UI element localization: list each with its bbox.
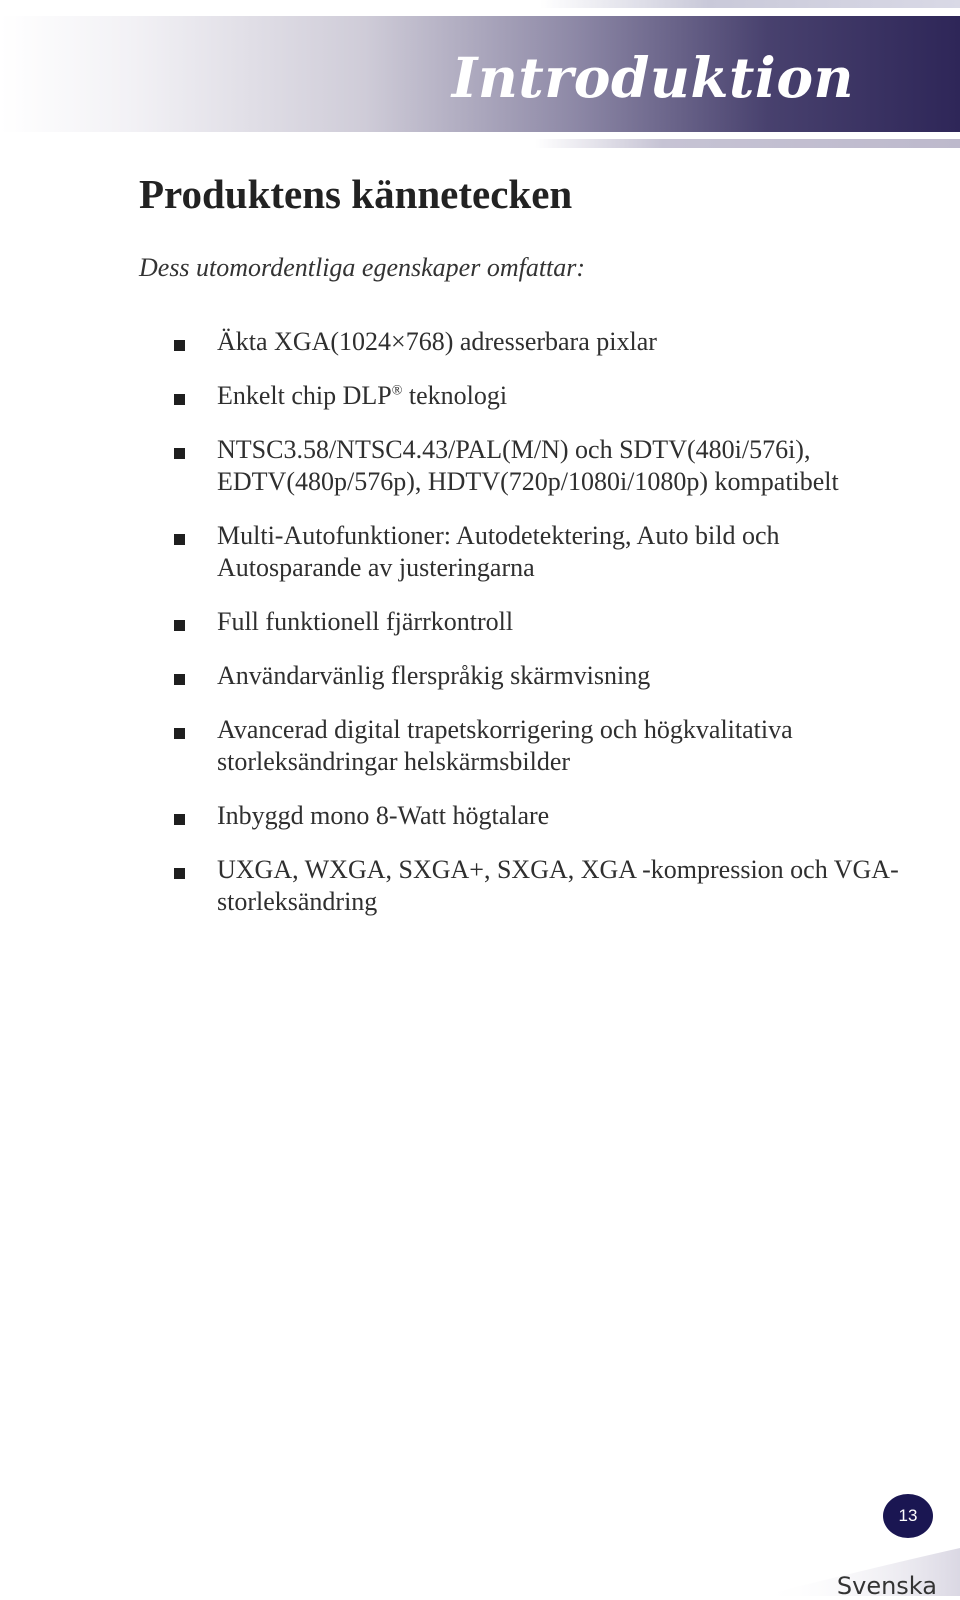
list-item [170, 326, 910, 358]
list-item [170, 854, 910, 918]
feature-list [170, 326, 910, 940]
feature-text: Multi-Autofunktioner: Autodetektering, Auto bild och Autosparande av justeringarna [217, 521, 780, 582]
bullet-square-icon [174, 340, 185, 351]
list-item [170, 434, 910, 498]
list-item [170, 380, 910, 412]
header-top-strip [540, 0, 960, 8]
feature-text-after: teknologi [402, 381, 508, 410]
list-item [170, 606, 910, 638]
header-sub-strip [535, 139, 960, 148]
list-item [170, 520, 910, 584]
feature-text: Enkelt chip DLP [217, 381, 392, 410]
list-item [170, 714, 910, 778]
feature-text: UXGA, WXGA, SXGA+, SXGA, XGA -kompression och VGA-storleksändring [217, 855, 899, 916]
bullet-square-icon [174, 814, 185, 825]
bullet-square-icon [174, 620, 185, 631]
feature-text: Full funktionell fjärrkontroll [217, 607, 514, 636]
bullet-square-icon [174, 534, 185, 545]
section-title: Produktens kännetecken [139, 171, 573, 217]
feature-text: Inbyggd mono 8-Watt högtalare [217, 801, 550, 830]
bullet-square-icon [174, 728, 185, 739]
bullet-square-icon [174, 868, 185, 879]
page-number-badge: 13 [883, 1494, 933, 1538]
bullet-square-icon [174, 674, 185, 685]
section-intro: Dess utomordentliga egenskaper omfattar: [139, 253, 586, 282]
bullet-square-icon [174, 448, 185, 459]
list-item [170, 800, 910, 832]
registered-mark: ® [391, 383, 403, 399]
feature-text: NTSC3.58/NTSC4.43/PAL(M/N) och SDTV(480i/576i), EDTV(480p/576p), HDTV(720p/1080i/1080p) kompatibelt [217, 435, 839, 496]
feature-text: Äkta XGA(1024×768) adresserbara pixlar [217, 327, 657, 356]
feature-text: Användarvänlig flerspråkig skärmvisning [217, 661, 651, 690]
bullet-square-icon [174, 394, 185, 405]
chapter-title: Introduktion [451, 45, 854, 110]
list-item [170, 660, 910, 692]
feature-text: Avancerad digital trapetskorrigering och högkvalitativa storleksändringar helskärmsbilder [217, 715, 793, 776]
footer-language: Svenska [836, 1572, 937, 1600]
